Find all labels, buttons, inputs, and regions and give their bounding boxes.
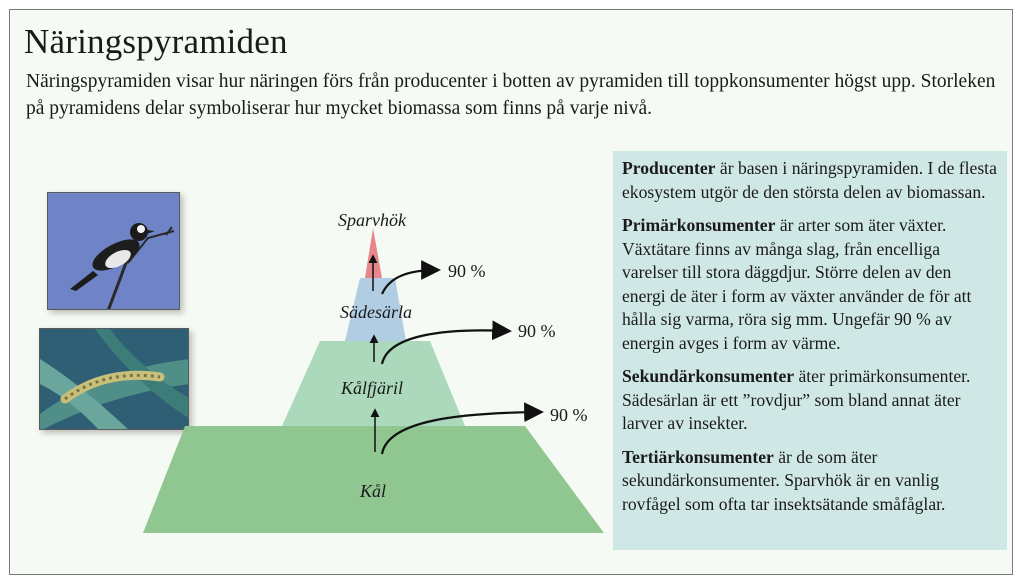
transfer-label-top: 90 % [448,261,486,281]
intro-text: Näringspyramiden visar hur näringen förs från producenter i botten av pyramiden till toppkonsumenter högst upp. Storleken på pyramidens delar symboliserar hur mycket biomassa som finns på varje nivå. [26,71,996,119]
label-primary: Kålfjäril [340,378,404,398]
info-term: Sekundärkonsumenter [622,366,795,386]
info-text: är arter som äter växter. Växtätare finns av många slag, från encelliga varelser till stora däggdjur. Större delen av den energi de äter i form av växter använder de för att hålla sig varma, röra sig mm. Ungefär 90 % av energin avges i form av värme. [622,215,972,353]
info-producers [622,157,997,204]
info-text: är basen i näringspyramiden. I de flesta ekosystem utgör de den största delen av biomassan. [622,158,997,202]
page-title: Näringspyramiden [24,22,288,61]
info-term: Primärkonsumenter [622,215,776,235]
info-term: Tertiärkonsumenter [622,446,774,467]
label-producers: Kål [359,481,387,501]
label-secondary: Sädesärla [340,302,412,322]
transfer-label-middle: 90 % [518,321,556,341]
info-tertiary-consumers [622,446,997,517]
info-secondary-consumers [622,365,997,436]
label-tertiary: Sparvhök [338,210,406,230]
transfer-label-bottom: 90 % [550,405,588,425]
info-primary-consumers [622,214,997,355]
pyramid-level-producers [143,426,604,533]
figure-frame [9,9,1013,575]
info-text: äter primärkonsumenter. Sädesärlan är ett ”rovdjur” som bland annat äter larver av insekter. [622,366,971,433]
info-term: Producenter [622,158,716,178]
info-box [613,151,1007,550]
info-text: är de som äter sekundärkonsumenter. Sparvhök är en vanlig rovfågel som ofta tar insektsätande småfåglar. [622,446,946,514]
